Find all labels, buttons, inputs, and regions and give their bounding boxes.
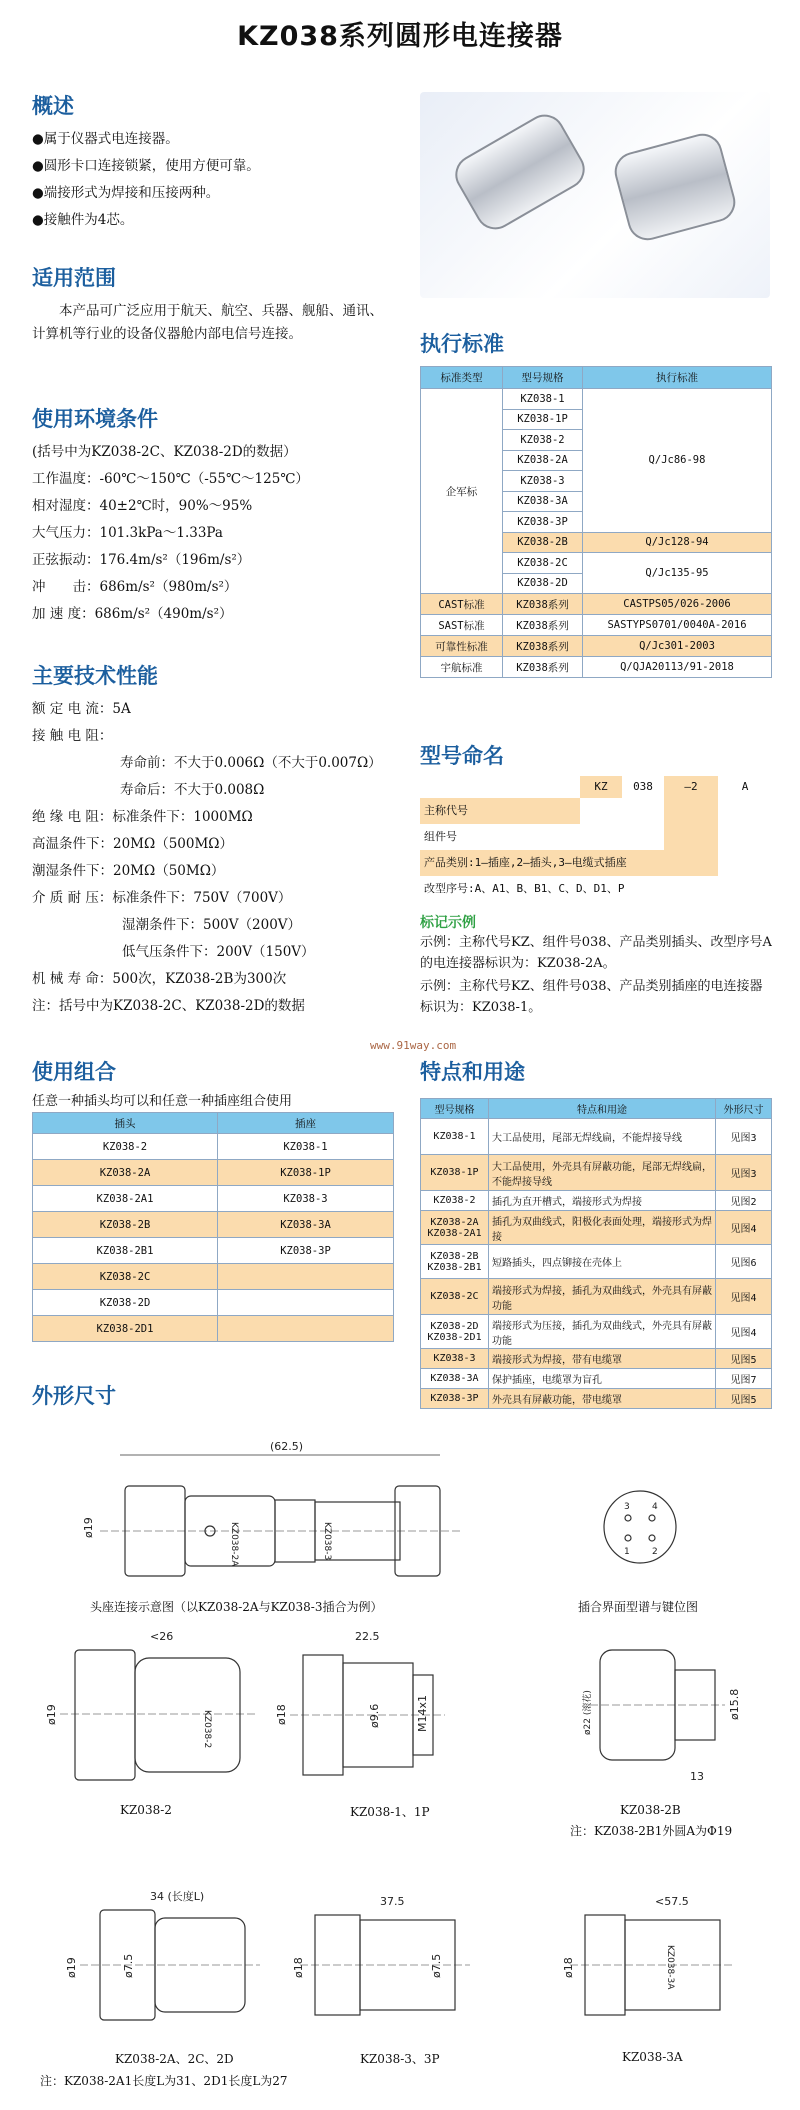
dim-text: ø15.8 bbox=[728, 1688, 741, 1720]
table-cell: KZ038-2C bbox=[33, 1264, 218, 1290]
part-label: KZ038-2 bbox=[202, 1710, 212, 1749]
perf-line: 额 定 电 流：5A bbox=[32, 701, 131, 717]
perf-heading: 主要技术性能 bbox=[32, 664, 158, 688]
dim-text: M14x1 bbox=[416, 1695, 429, 1732]
table-cell bbox=[218, 1264, 394, 1290]
table-cell: KZ038-2 bbox=[503, 430, 583, 451]
table-cell: KZ038-2A KZ038-2A1 bbox=[421, 1211, 489, 1245]
table-cell: KZ038-1P bbox=[421, 1155, 489, 1191]
perf-line: 高温条件下：20MΩ（500MΩ） bbox=[32, 836, 233, 852]
name-code: 038 bbox=[622, 776, 664, 798]
figure-caption: 插合界面型谱与键位图 bbox=[578, 1600, 699, 1614]
standards-heading: 执行标准 bbox=[420, 332, 504, 356]
col-header: 外形尺寸 bbox=[716, 1099, 772, 1119]
env-line: 冲 击：686m/s²（980m/s²） bbox=[32, 579, 238, 595]
table-cell: 端接形式为压接，插孔为双曲线式，外壳具有屏蔽功能 bbox=[489, 1315, 716, 1349]
dim-text: ø19 bbox=[65, 1957, 78, 1978]
col-header: 插座 bbox=[218, 1113, 394, 1134]
table-cell: 见图2 bbox=[716, 1191, 772, 1211]
figure-caption: KZ038-2B bbox=[620, 1803, 681, 1817]
table-cell: SASTYPS0701/0040A-2016 bbox=[583, 615, 772, 636]
overview-item: ●接触件为4芯。 bbox=[32, 212, 134, 228]
dim-text: 13 bbox=[690, 1770, 704, 1783]
pin-number: 4 bbox=[652, 1502, 658, 1512]
table-cell: 可靠性标准 bbox=[421, 636, 503, 657]
table-cell: KZ038-3A bbox=[503, 491, 583, 512]
table-cell: 见图3 bbox=[716, 1155, 772, 1191]
table-cell: KZ038-1P bbox=[218, 1160, 394, 1186]
name-row: 产品类别:1—插座,2—插头,3—电缆式插座 bbox=[420, 850, 718, 876]
dim-text: ø18 bbox=[292, 1957, 305, 1978]
figure-caption: KZ038-1、1P bbox=[350, 1805, 430, 1819]
connector-socket-image bbox=[610, 129, 740, 244]
combo-heading: 使用组合 bbox=[32, 1060, 116, 1084]
env-heading: 使用环境条件 bbox=[32, 407, 158, 431]
table-cell: KZ038系列 bbox=[503, 636, 583, 657]
table-cell: 插孔为直开槽式，端接形式为焊接 bbox=[489, 1191, 716, 1211]
table-cell: 见图4 bbox=[716, 1315, 772, 1349]
table-cell: KZ038-2A bbox=[503, 450, 583, 471]
table-cell: 端接形式为焊接，带有电缆罩 bbox=[489, 1349, 716, 1369]
table-cell: 见图5 bbox=[716, 1349, 772, 1369]
table-cell: Q/Jc128-94 bbox=[583, 532, 772, 553]
perf-line: 接 触 电 阻： bbox=[32, 728, 113, 744]
table-cell: KZ038-3A bbox=[421, 1369, 489, 1389]
table-cell: KZ038-2D bbox=[503, 573, 583, 594]
table-cell: 见图4 bbox=[716, 1279, 772, 1315]
table-cell: KZ038系列 bbox=[503, 594, 583, 615]
env-line: 正弦振动：176.4m/s²（196m/s²） bbox=[32, 552, 251, 568]
naming-diagram bbox=[420, 776, 772, 902]
table-cell: KZ038-2 bbox=[33, 1134, 218, 1160]
name-row: 改型序号:A、A1、B、B1、C、D、D1、P bbox=[420, 876, 772, 902]
table-cell bbox=[218, 1316, 394, 1342]
table-cell: KZ038-1 bbox=[218, 1134, 394, 1160]
table-cell: KZ038系列 bbox=[503, 615, 583, 636]
example-heading: 标记示例 bbox=[420, 915, 476, 931]
perf-line: 低气压条件下：200V（150V） bbox=[122, 944, 315, 960]
name-row: 主称代号 bbox=[420, 798, 580, 824]
pin-number: 3 bbox=[624, 1502, 630, 1512]
table-cell: KZ038-3 bbox=[218, 1186, 394, 1212]
perf-line: 机 械 寿 命：500次，KZ038-2B为300次 bbox=[32, 971, 287, 987]
name-row: 组件号 bbox=[420, 824, 622, 850]
name-code: —2 bbox=[664, 776, 718, 798]
col-header: 插头 bbox=[33, 1113, 218, 1134]
dim-text: ø7.5 bbox=[430, 1953, 443, 1978]
pin-number: 1 bbox=[624, 1547, 630, 1557]
dim-text: (62.5) bbox=[270, 1440, 304, 1453]
table-cell: KZ038系列 bbox=[503, 657, 583, 678]
perf-line: 寿命前：不大于0.006Ω（不大于0.007Ω） bbox=[120, 755, 382, 771]
table-cell bbox=[218, 1290, 394, 1316]
table-cell: SAST标准 bbox=[421, 615, 503, 636]
overview-item: ●圆形卡口连接锁紧，使用方便可靠。 bbox=[32, 158, 260, 174]
table-cell: KZ038-1 bbox=[503, 389, 583, 410]
table-cell: KZ038-2A1 bbox=[33, 1186, 218, 1212]
dim-text: ø19 bbox=[82, 1517, 95, 1538]
part-label: KZ038-3 bbox=[322, 1522, 332, 1561]
figure-note: 注：KZ038-2B1外圆A为Φ19 bbox=[570, 1824, 733, 1838]
dim-text: ø18 bbox=[562, 1957, 575, 1978]
table-cell: 短路插头，四点铆接在壳体上 bbox=[489, 1245, 716, 1279]
figure-caption: KZ038-2A、2C、2D bbox=[115, 2052, 234, 2066]
dim-text: ø9.6 bbox=[368, 1703, 381, 1728]
table-cell: KZ038-3P bbox=[421, 1389, 489, 1409]
env-line: 相对湿度：40±2℃时，90%～95% bbox=[32, 498, 253, 514]
combo-note: 任意一种插头均可以和任意一种插座组合使用 bbox=[32, 1094, 293, 1109]
table-cell: 端接形式为焊接，插孔为双曲线式，外壳具有屏蔽功能 bbox=[489, 1279, 716, 1315]
dims-heading: 外形尺寸 bbox=[32, 1384, 116, 1408]
figure-caption: 头座连接示意图（以KZ038-2A与KZ038-3插合为例） bbox=[90, 1600, 383, 1614]
env-line: 加 速 度：686m/s²（490m/s²） bbox=[32, 606, 233, 622]
page-title: KZ038系列圆形电连接器 bbox=[237, 21, 563, 52]
example-text: 示例：主称代号KZ、组件号038、产品类别插头、改型序号A的电连接器标识为：KZ038-2A。 bbox=[420, 935, 772, 971]
perf-line: 潮湿条件下：20MΩ（50MΩ） bbox=[32, 863, 225, 879]
table-cell: KZ038-2B1 bbox=[33, 1238, 218, 1264]
overview-item: ●端接形式为焊接和压接两种。 bbox=[32, 185, 220, 201]
dim-text: 34 (长度L) bbox=[150, 1890, 205, 1903]
features-table bbox=[420, 1098, 772, 1409]
col-header: 型号规格 bbox=[421, 1099, 489, 1119]
dim-text: ø22 (滚花) bbox=[583, 1690, 593, 1735]
overview-item: ●属于仪器式电连接器。 bbox=[32, 131, 179, 147]
figure-caption: KZ038-3A bbox=[622, 2050, 683, 2064]
part-label: KZ038-3A bbox=[665, 1945, 675, 1990]
table-cell: KZ038-2B bbox=[503, 532, 583, 553]
table-cell: 企军标 bbox=[421, 389, 503, 594]
product-photo bbox=[420, 92, 770, 298]
table-cell: KZ038-1 bbox=[421, 1119, 489, 1155]
example-text: 示例：主称代号KZ、组件号038、产品类别插座的电连接器标识为：KZ038-1。 bbox=[420, 979, 763, 1015]
figure-caption: KZ038-2 bbox=[120, 1803, 172, 1817]
name-code: KZ bbox=[580, 776, 622, 798]
figure-caption: KZ038-3、3P bbox=[360, 2052, 440, 2066]
table-cell: 见图5 bbox=[716, 1389, 772, 1409]
dim-text: ø18 bbox=[275, 1704, 288, 1725]
table-cell: 大工品使用，外壳具有屏蔽功能，尾部无焊线扁，不能焊接导线 bbox=[489, 1155, 716, 1191]
combo-table bbox=[32, 1112, 394, 1342]
table-cell: KZ038-2D bbox=[33, 1290, 218, 1316]
dim-text: 22.5 bbox=[355, 1630, 380, 1643]
table-cell: Q/QJA20113/91-2018 bbox=[583, 657, 772, 678]
env-line: (括号中为KZ038-2C、KZ038-2D的数据） bbox=[32, 444, 297, 460]
table-cell: KZ038-3P bbox=[503, 512, 583, 533]
dim-text: ø19 bbox=[45, 1704, 58, 1725]
table-cell: KZ038-2C bbox=[503, 553, 583, 574]
table-cell: Q/Jc86-98 bbox=[583, 389, 772, 533]
dim-text: 37.5 bbox=[380, 1895, 405, 1908]
table-cell: Q/Jc135-95 bbox=[583, 553, 772, 594]
perf-line: 介 质 耐 压：标准条件下：750V（700V） bbox=[32, 890, 292, 906]
dimension-drawings bbox=[0, 1430, 800, 2090]
table-cell: Q/Jc301-2003 bbox=[583, 636, 772, 657]
table-cell: KZ038-3 bbox=[421, 1349, 489, 1369]
table-cell: KZ038-2A bbox=[33, 1160, 218, 1186]
table-cell: KZ038-2D KZ038-2D1 bbox=[421, 1315, 489, 1349]
dim-text: <57.5 bbox=[655, 1895, 689, 1908]
connector-plug-image bbox=[448, 107, 592, 236]
pin-number: 2 bbox=[652, 1547, 658, 1557]
overview-heading: 概述 bbox=[32, 94, 74, 118]
perf-line: 湿潮条件下：500V（200V） bbox=[122, 917, 302, 933]
naming-heading: 型号命名 bbox=[420, 744, 504, 768]
figure-note: 注：KZ038-2A1长度L为31、2D1长度L为27 bbox=[40, 2074, 288, 2088]
table-cell: KZ038-2B bbox=[33, 1212, 218, 1238]
table-cell: CAST标准 bbox=[421, 594, 503, 615]
table-cell: KZ038-1P bbox=[503, 409, 583, 430]
features-heading: 特点和用途 bbox=[420, 1060, 525, 1084]
part-label: KZ038-2A bbox=[229, 1522, 239, 1567]
env-line: 大气压力：101.3kPa～1.33Pa bbox=[32, 525, 223, 541]
watermark: www.91way.com bbox=[370, 1039, 457, 1052]
table-cell: KZ038-2C bbox=[421, 1279, 489, 1315]
col-header: 执行标准 bbox=[583, 367, 772, 389]
table-cell: 见图4 bbox=[716, 1211, 772, 1245]
col-header: 标准类型 bbox=[421, 367, 503, 389]
table-cell: KZ038-2D1 bbox=[33, 1316, 218, 1342]
scope-text: 本产品可广泛应用于航天、航空、兵器、舰船、通讯、计算机等行业的设备仪器舱内部电信号连接。 bbox=[32, 303, 383, 342]
standards-table bbox=[420, 366, 772, 678]
table-cell: 宇航标准 bbox=[421, 657, 503, 678]
table-cell: 外壳具有屏蔽功能，带电缆罩 bbox=[489, 1389, 716, 1409]
env-line: 工作温度：-60℃～150℃（-55℃～125℃） bbox=[32, 471, 309, 487]
perf-line: 寿命后：不大于0.008Ω bbox=[120, 782, 265, 798]
table-cell: KZ038-2 bbox=[421, 1191, 489, 1211]
dim-text: ø7.5 bbox=[122, 1953, 135, 1978]
table-cell: 保护插座，电缆罩为盲孔 bbox=[489, 1369, 716, 1389]
perf-line: 注：括号中为KZ038-2C、KZ038-2D的数据 bbox=[32, 998, 305, 1014]
table-cell: CASTPS05/026-2006 bbox=[583, 594, 772, 615]
table-cell: 见图7 bbox=[716, 1369, 772, 1389]
table-cell: KZ038-3P bbox=[218, 1238, 394, 1264]
table-cell: KZ038-3A bbox=[218, 1212, 394, 1238]
table-cell: KZ038-2B KZ038-2B1 bbox=[421, 1245, 489, 1279]
col-header: 特点和用途 bbox=[489, 1099, 716, 1119]
table-cell: 大工品使用，尾部无焊线扁，不能焊接导线 bbox=[489, 1119, 716, 1155]
table-cell: 见图6 bbox=[716, 1245, 772, 1279]
col-header: 型号规格 bbox=[503, 367, 583, 389]
table-cell: KZ038-3 bbox=[503, 471, 583, 492]
perf-line: 绝 缘 电 阻：标准条件下：1000MΩ bbox=[32, 809, 253, 825]
scope-heading: 适用范围 bbox=[32, 266, 116, 290]
name-code: A bbox=[718, 776, 772, 798]
dim-text: <26 bbox=[150, 1630, 174, 1643]
table-cell: 见图3 bbox=[716, 1119, 772, 1155]
table-cell: 插孔为双曲线式，阳极化表面处理，端接形式为焊接 bbox=[489, 1211, 716, 1245]
